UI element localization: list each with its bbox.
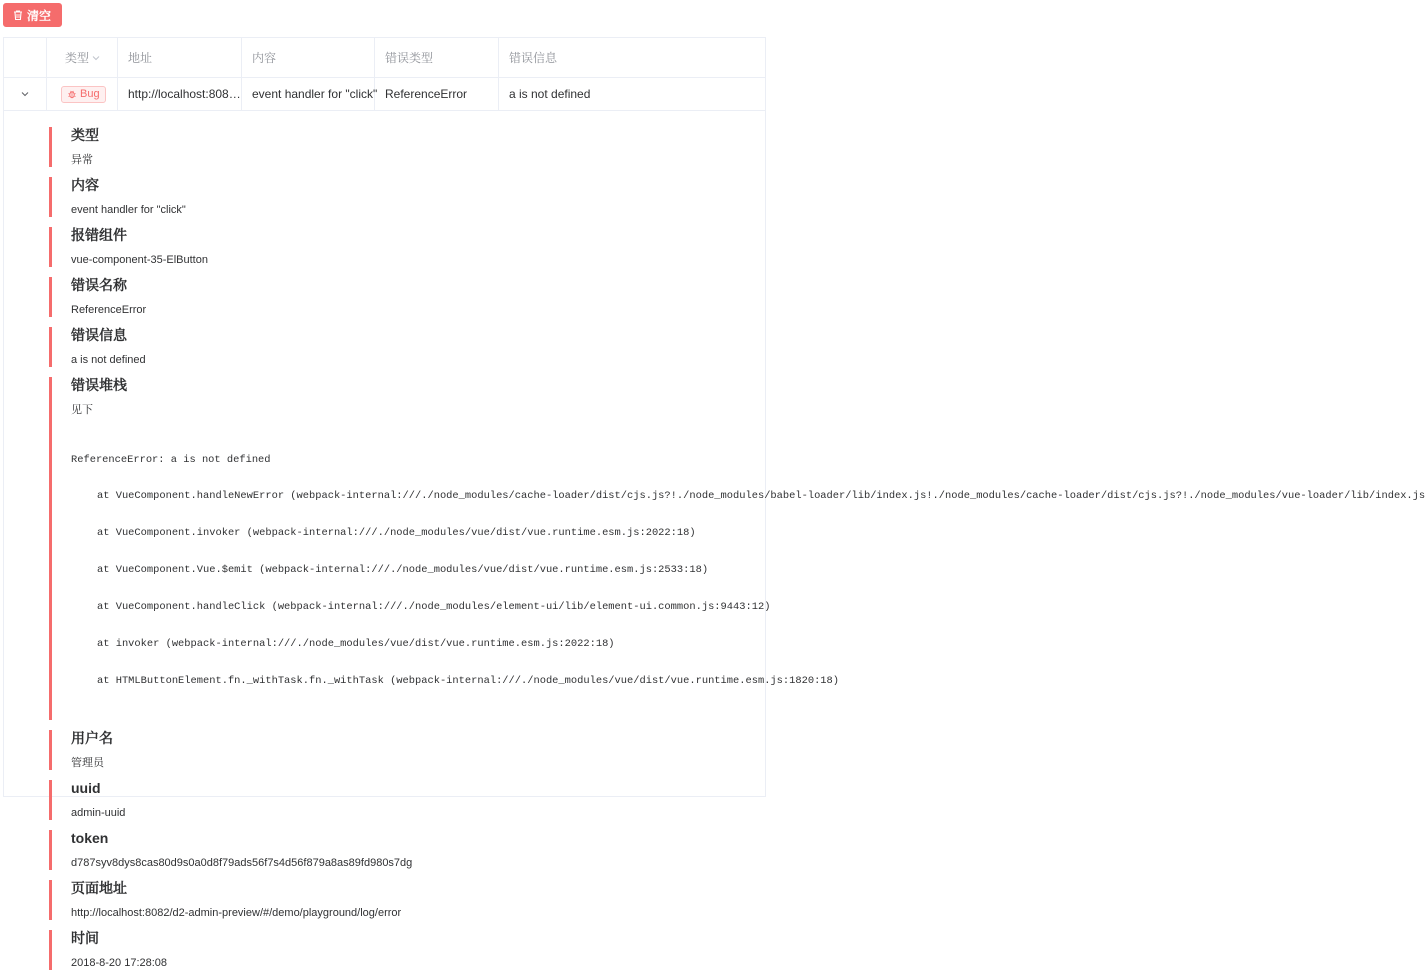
stack-line: at VueComponent.invoker (webpack-internal:///./node_modules/vue/dist/vue.runtime.esm.js:2022:18) <box>97 527 696 540</box>
url-header-label: 地址 <box>128 51 153 65</box>
detail-username-title: 用户名 <box>71 729 113 746</box>
error-type-column-header <box>375 38 499 77</box>
stack-trace <box>71 429 1425 712</box>
type-cell <box>47 78 118 110</box>
error-info-header-label: 错误信息 <box>509 51 558 65</box>
detail-type-value: 异常 <box>71 154 93 166</box>
error-info-cell <box>499 78 765 110</box>
bug-tag <box>61 86 106 103</box>
content-column-header <box>242 38 375 77</box>
detail-component <box>49 227 765 267</box>
trash-icon <box>12 9 24 21</box>
detail-content-value: event handler for "click" <box>71 204 186 216</box>
detail-token-title: token <box>71 829 109 846</box>
url-cell <box>118 78 242 110</box>
detail-stack-value: 见下 <box>71 404 93 416</box>
detail-token <box>49 830 765 870</box>
detail-error-info-value: a is not defined <box>71 354 146 366</box>
error-log-table <box>3 37 1425 969</box>
error-type-cell <box>375 78 499 110</box>
content-header-label: 内容 <box>252 51 277 65</box>
detail-token-value: d787syv8dys8cas80d9s0a0d8f79ads56f7s4d56f879a8as89fd980s7dg <box>71 856 413 869</box>
detail-time-title: 时间 <box>71 929 99 946</box>
clear-button-label: 清空 <box>27 8 52 23</box>
stack-line: at VueComponent.Vue.$emit (webpack-internal:///./node_modules/vue/dist/vue.runtime.esm.js:2533:18) <box>97 564 709 577</box>
detail-username <box>49 730 765 770</box>
type-column-header[interactable] <box>47 38 118 77</box>
content-value: event handler for "click" <box>252 87 378 101</box>
detail-username-value: 管理员 <box>71 756 104 769</box>
url-column-header <box>118 38 242 77</box>
detail-time <box>49 930 765 970</box>
expand-column-header <box>4 38 47 77</box>
type-header-label: 类型 <box>65 51 90 65</box>
detail-component-value: vue-component-35-ElButton <box>71 254 208 266</box>
chevron-down-icon[interactable] <box>20 89 30 99</box>
table-header <box>4 38 765 78</box>
clear-button[interactable] <box>3 3 62 27</box>
detail-page-url-value: http://localhost:8082/d2-admin-preview/#/demo/playground/log/error <box>71 906 402 919</box>
bug-tag-label: Bug <box>80 88 100 100</box>
expanded-detail <box>4 111 1425 970</box>
stack-line: at invoker (webpack-internal:///./node_modules/vue/dist/vue.runtime.esm.js:2022:18) <box>97 638 615 651</box>
detail-time-value: 2018-8-20 17:28:08 <box>71 956 168 969</box>
error-info-column-header <box>499 38 765 77</box>
detail-type-title: 类型 <box>71 127 99 143</box>
detail-error-name <box>49 277 765 317</box>
expand-cell[interactable] <box>4 78 47 110</box>
table-row[interactable] <box>4 78 765 111</box>
detail-error-info-title: 错误信息 <box>71 327 127 343</box>
bug-icon <box>67 89 77 99</box>
url-value: http://localhost:808… <box>128 87 241 101</box>
detail-stack-title: 错误堆栈 <box>71 377 127 393</box>
error-type-value: ReferenceError <box>385 87 468 101</box>
detail-uuid-value: admin-uuid <box>71 806 126 819</box>
detail-error-name-value: ReferenceError <box>71 304 147 316</box>
detail-content-title: 内容 <box>71 177 99 193</box>
content-cell <box>242 78 378 110</box>
chevron-down-icon[interactable] <box>92 54 100 62</box>
detail-page-url-title: 页面地址 <box>71 879 127 896</box>
stack-line: at HTMLButtonElement.fn._withTask.fn._withTask (webpack-internal:///./node_modules/vue/dist/vue.runtime.esm.js:1820:18) <box>97 674 840 687</box>
detail-error-info <box>49 327 765 367</box>
detail-error-name-title: 错误名称 <box>71 277 127 293</box>
stack-line: at VueComponent.handleNewError (webpack-internal:///./node_modules/cache-loader/dist/cjs.js?!./node_modules/babel-loader/lib/index.js!./node_modules/cache-loader/dist/cjs.js?!./node_modules/vue-loader/lib/index.js <box>97 490 1425 503</box>
detail-type <box>49 127 765 167</box>
stack-line: ReferenceError: a is not defined <box>71 453 271 466</box>
detail-content <box>49 177 765 217</box>
error-type-header-label: 错误类型 <box>385 51 434 65</box>
toolbar <box>3 3 62 27</box>
detail-page-url <box>49 880 765 920</box>
stack-line: at VueComponent.handleClick (webpack-internal:///./node_modules/element-ui/lib/element-ui.common.js:9443:12) <box>97 601 771 614</box>
detail-uuid <box>49 780 765 820</box>
error-info-value: a is not defined <box>509 87 591 101</box>
detail-stack <box>49 377 1425 720</box>
detail-component-title: 报错组件 <box>71 227 127 243</box>
detail-uuid-title: uuid <box>71 779 101 796</box>
